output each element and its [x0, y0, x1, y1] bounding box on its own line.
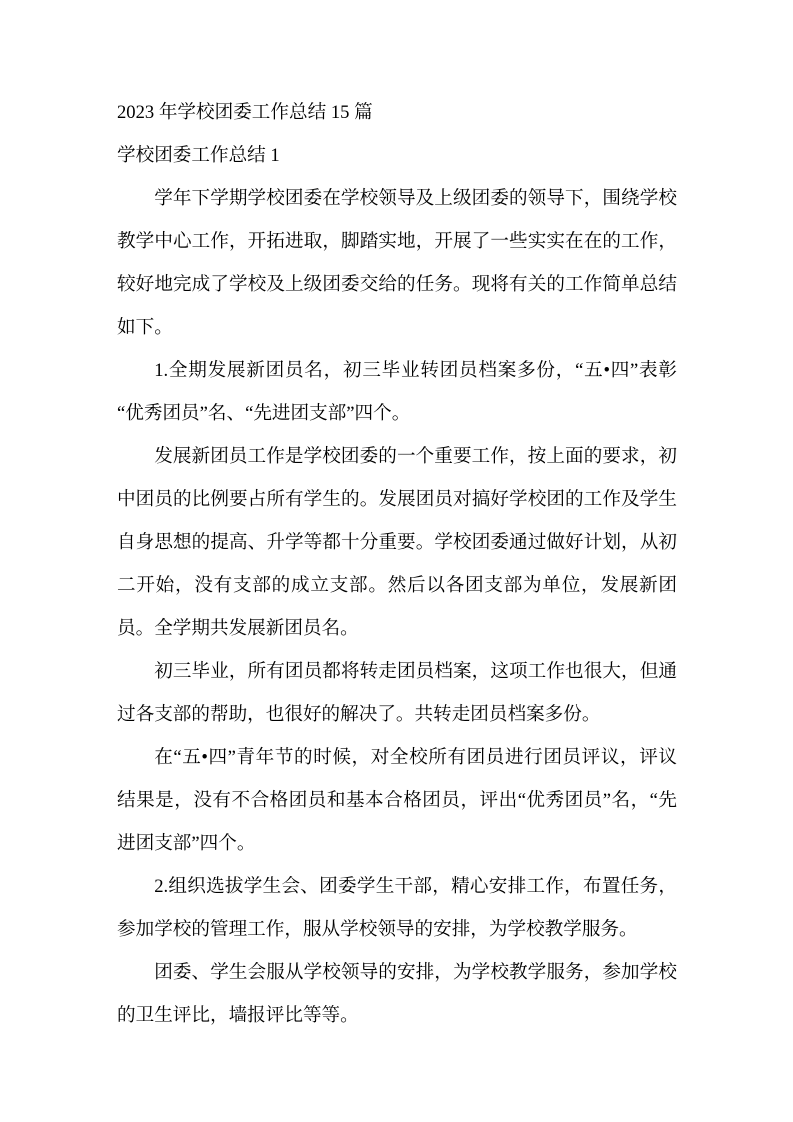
paragraph-5: 在“五•四”青年节的时候，对全校所有团员进行团员评议，评议结果是，没有不合格团员和基本合格团员，评出“优秀团员”名，“先进团支部”四个。 [117, 747, 677, 854]
paragraph-4: 初三毕业，所有团员都将转走团员档案，这项工作也很大，但通过各支部的帮助，也很好的解决了。共转走团员档案多份。 [117, 661, 677, 725]
paragraph-6: 2.组织选拔学生会、团委学生干部，精心安排工作，布置任务，参加学校的管理工作，服从学校领导的安排，为学校教学服务。 [117, 876, 677, 940]
doc-subtitle: 学校团委工作总结 1 [117, 145, 280, 166]
doc-title: 2023 年学校团委工作总结 15 篇 [117, 102, 373, 123]
paragraph-3: 发展新团员工作是学校团委的一个重要工作，按上面的要求，初中团员的比例要占所有学生的。发展团员对搞好学校团的工作及学生自身思想的提高、升学等都十分重要。学校团委通过做好计划，从初二开始，没有支部的成立支部。然后以各团支部为单位，发展新团员。全学期共发展新团员名。 [117, 446, 677, 639]
paragraph-7: 团委、学生会服从学校领导的安排，为学校教学服务，参加学校的卫生评比，墙报评比等等。 [117, 962, 677, 1026]
paragraph-2: 1.全期发展新团员名，初三毕业转团员档案多份，“五•四”表彰“优秀团员”名、“先进团支部”四个。 [117, 360, 677, 424]
paragraph-1: 学年下学期学校团委在学校领导及上级团委的领导下，围绕学校教学中心工作，开拓进取，脚踏实地，开展了一些实实在在的工作，较好地完成了学校及上级团委交给的任务。现将有关的工作简单总结如下。 [117, 188, 677, 338]
